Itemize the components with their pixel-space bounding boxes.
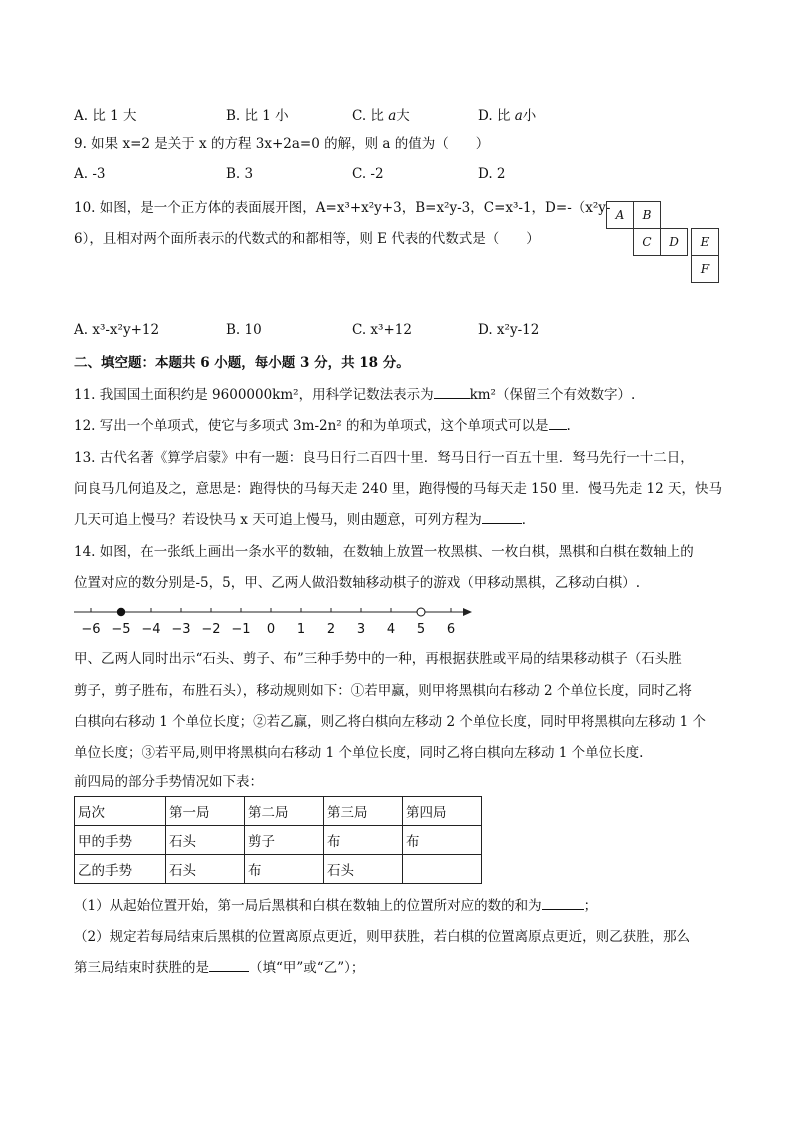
cube-face-b: B: [633, 201, 661, 229]
q8-option-c: C. 比 a大: [352, 108, 410, 124]
axis-tick-label: 5: [416, 622, 426, 637]
table-cell: 布: [324, 826, 403, 855]
axis-tick-label: 6: [446, 622, 456, 637]
axis-tick-label: 1: [296, 622, 306, 637]
table-header-row: [75, 797, 482, 826]
table-cell: 布: [403, 826, 482, 855]
number-line: [60, 598, 480, 638]
moves-table: [74, 796, 482, 884]
cube-face-d: D: [660, 228, 688, 256]
table-row: [75, 826, 482, 855]
cube-face-e: E: [691, 228, 719, 256]
cube-face-f: F: [691, 255, 719, 283]
axis-tick-label: −2: [201, 622, 221, 637]
q13-line2: 问良马几何追及之，意思是：跑得快的马每天走 240 里，跑得慢的马每天走 150 里．慢马先走 12 天，快马: [74, 481, 722, 497]
table-cell: 石头: [324, 855, 403, 884]
q14-sub2-answer-blank[interactable]: [209, 959, 249, 972]
q13-line1: 13. 古代名著《算学启蒙》中有一题：良马日行二百四十里．驽马日行一百五十里．驽马先行一十二日，: [74, 450, 694, 466]
q13-line3: 几天可追上慢马？若设快马 x 天可追上慢马，则由题意，可列方程为 ．: [74, 512, 536, 528]
q10-option-d: D. x²y-12: [478, 322, 540, 338]
section-2-heading: 二、填空题：本题共 6 小题，每小题 3 分，共 18 分。: [74, 355, 410, 371]
axis-tick-label: −5: [111, 622, 131, 637]
table-cell: 石头: [166, 855, 245, 884]
q14-line1: 14. 如图，在一张纸上画出一条水平的数轴，在数轴上放置一枚黑棋、一枚白棋，黑棋和白棋在数轴上的: [74, 544, 694, 560]
axis-tick-label: −6: [81, 622, 101, 637]
q14-rules-3: 白棋向右移动 1 个单位长度；②若乙赢，则乙将白棋向左移动 2 个单位长度，同时甲将黑棋向左移动 1 个: [74, 714, 707, 730]
q10-line2: 6），且相对两个面所表示的代数式的和都相等，则 E 代表的代数式是（ ）: [74, 231, 540, 247]
q11-answer-blank[interactable]: [434, 386, 470, 399]
white-piece-icon: [417, 608, 425, 616]
cube-face-a: A: [606, 201, 634, 229]
q9-text: 9. 如果 x=2 是关于 x 的方程 3x+2a=0 的解，则 a 的值为（ ）: [74, 136, 490, 152]
table-cell: 石头: [166, 826, 245, 855]
q8-option-b: B. 比 1 小: [226, 108, 289, 124]
q8-option-a: A. 比 1 大: [74, 108, 137, 124]
q10-option-a: A. x³-x²y+12: [74, 322, 160, 338]
table-header-cell: 第一局: [166, 797, 245, 826]
q14-line2: 位置对应的数分别是-5，5，甲、乙两人做沿数轴移动棋子的游戏（甲移动黑棋，乙移动白棋）.: [74, 575, 641, 591]
q13-answer-blank[interactable]: [482, 511, 522, 524]
axis-tick-label: 4: [386, 622, 396, 637]
q14-sub1: （1）从起始位置开始，第一局后黑棋和白棋在数轴上的位置所对应的数的和为 ；: [74, 898, 598, 914]
axis-tick-label: 0: [266, 622, 276, 637]
table-header-cell: 第四局: [403, 797, 482, 826]
black-piece-icon: [117, 608, 125, 616]
q11-text: 11. 我国国土面积约是 9600000km²，用科学记数法表示为 km²（保留三个有效数字）.: [74, 387, 636, 403]
axis-tick-label: −3: [171, 622, 191, 637]
q9-option-a: A. -3: [74, 166, 106, 182]
table-header-cell: 局次: [75, 797, 166, 826]
table-cell: 甲的手势: [75, 826, 166, 855]
axis-tick-label: −1: [231, 622, 251, 637]
q14-rules-2: 剪子，剪子胜布，布胜石头），移动规则如下：①若甲赢，则甲将黑棋向右移动 2 个单位长度，同时乙将: [74, 683, 692, 699]
q9-option-d: D. 2: [478, 166, 506, 182]
axis-tick-label: 3: [356, 622, 366, 637]
table-row: [75, 855, 482, 884]
number-line-arrow-icon: [463, 608, 472, 616]
table-cell: [403, 855, 482, 884]
q14-rules-1: 甲、乙两人同时出示“石头、剪子、布”三种手势中的一种，再根据获胜或平局的结果移动棋子（石头胜: [74, 651, 682, 667]
cube-face-c: C: [633, 228, 661, 256]
q14-sub1-answer-blank[interactable]: [542, 897, 584, 910]
q12-answer-blank[interactable]: [549, 417, 567, 430]
axis-tick-label: 2: [326, 622, 336, 637]
table-header-cell: 第三局: [324, 797, 403, 826]
table-header-cell: 第二局: [245, 797, 324, 826]
q14-sub2-line1: （2）规定若每局结束后黑棋的位置离原点更近，则甲获胜，若白棋的位置离原点更近，则乙获胜，那么: [74, 929, 691, 945]
q14-table-intro: 前四局的部分手势情况如下表：: [74, 774, 263, 790]
q9-option-b: B. 3: [226, 166, 254, 182]
table-cell: 乙的手势: [75, 855, 166, 884]
axis-tick-label: −4: [141, 622, 161, 637]
table-cell: 剪子: [245, 826, 324, 855]
q14-rules-4: 单位长度；③若平局,则甲将黑棋向右移动 1 个单位长度，同时乙将白棋向左移动 1 个单位长度.: [74, 745, 644, 761]
q8-option-d: D. 比 a小: [478, 108, 537, 124]
q10-option-b: B. 10: [226, 322, 262, 338]
q10-option-c: C. x³+12: [352, 322, 412, 338]
q10-line1: 10. 如图，是一个正方体的表面展开图，A=x³+x²y+3，B=x²y-3，C=x³-1，D=-（x²y-: [74, 200, 611, 216]
q12-text: 12. 写出一个单项式，使它与多项式 3m-2n² 的和为单项式，这个单项式可以是 .: [74, 418, 571, 434]
q14-sub2-line2: 第三局结束时获胜的是 （填“甲”或“乙”）；: [74, 960, 365, 976]
q9-option-c: C. -2: [352, 166, 384, 182]
table-cell: 布: [245, 855, 324, 884]
